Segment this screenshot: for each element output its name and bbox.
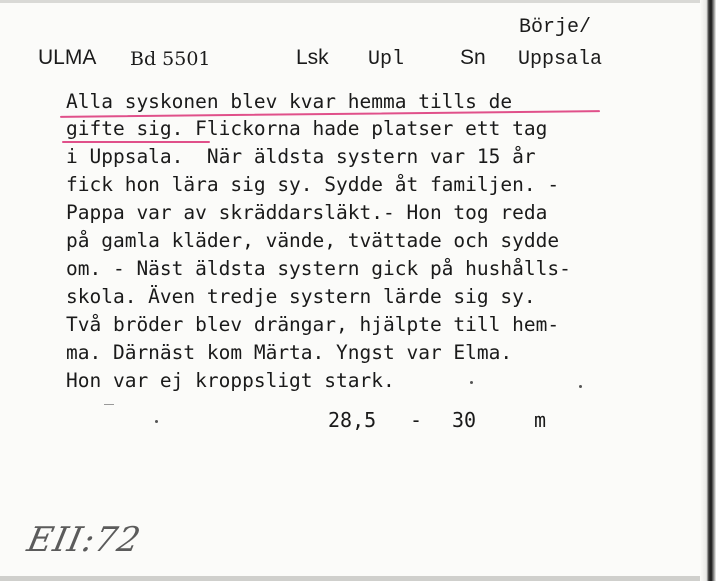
parish-label: Sn bbox=[460, 46, 486, 69]
stray-mark-3 bbox=[579, 385, 582, 388]
body-line-9: Två bröder blev drängar, hjälpte till hem- bbox=[66, 313, 560, 336]
body-line-11: Hon var ej kroppsligt stark. bbox=[66, 369, 395, 392]
card-top-edge bbox=[0, 0, 700, 3]
body-line-3: i Uppsala. När äldsta systern var 15 år bbox=[66, 145, 536, 168]
stray-mark-1 bbox=[155, 420, 158, 423]
informant-name: Börje/ bbox=[519, 16, 592, 39]
stray-mark-4 bbox=[104, 404, 114, 405]
province-code: Lsk bbox=[296, 46, 329, 69]
catalog-number: EII:72 bbox=[23, 520, 145, 560]
body-line-5: Pappa var av skräddarsläkt.- Hon tog reda bbox=[66, 201, 548, 224]
stray-mark-2 bbox=[470, 381, 473, 384]
age-dash: - bbox=[410, 408, 423, 432]
body-line-7: om. - Näst äldsta systern gick på hushålls- bbox=[66, 257, 571, 280]
body-line-4: fick hon lära sig sy. Sydde åt familjen. - bbox=[66, 173, 560, 196]
body-line-6: på gamla kläder, vände, tvättade och sydde bbox=[66, 229, 560, 252]
parish-place: Uppsala bbox=[518, 48, 603, 71]
province-abbreviation: Upl bbox=[368, 48, 405, 71]
archive-code: ULMA bbox=[38, 46, 97, 69]
highlight-underline-2 bbox=[62, 141, 210, 143]
body-line-8: skola. Även tredje systern lärde sig sy. bbox=[66, 285, 536, 308]
card-bottom-edge bbox=[0, 576, 700, 581]
volume-number: Bd 5501 bbox=[130, 48, 211, 70]
body-line-2: gifte sig. Flickorna hade platser ett tag bbox=[66, 117, 548, 140]
age-to: 30 bbox=[452, 408, 477, 432]
underline-spacer bbox=[60, 99, 64, 117]
card-right-edge bbox=[700, 0, 716, 581]
sex-marker: m bbox=[534, 408, 547, 432]
body-line-10: ma. Därnäst kom Märta. Yngst var Elma. bbox=[66, 341, 513, 364]
body-line-1: Alla syskonen blev kvar hemma tills de bbox=[66, 90, 513, 113]
age-from: 28,5 bbox=[328, 408, 377, 432]
